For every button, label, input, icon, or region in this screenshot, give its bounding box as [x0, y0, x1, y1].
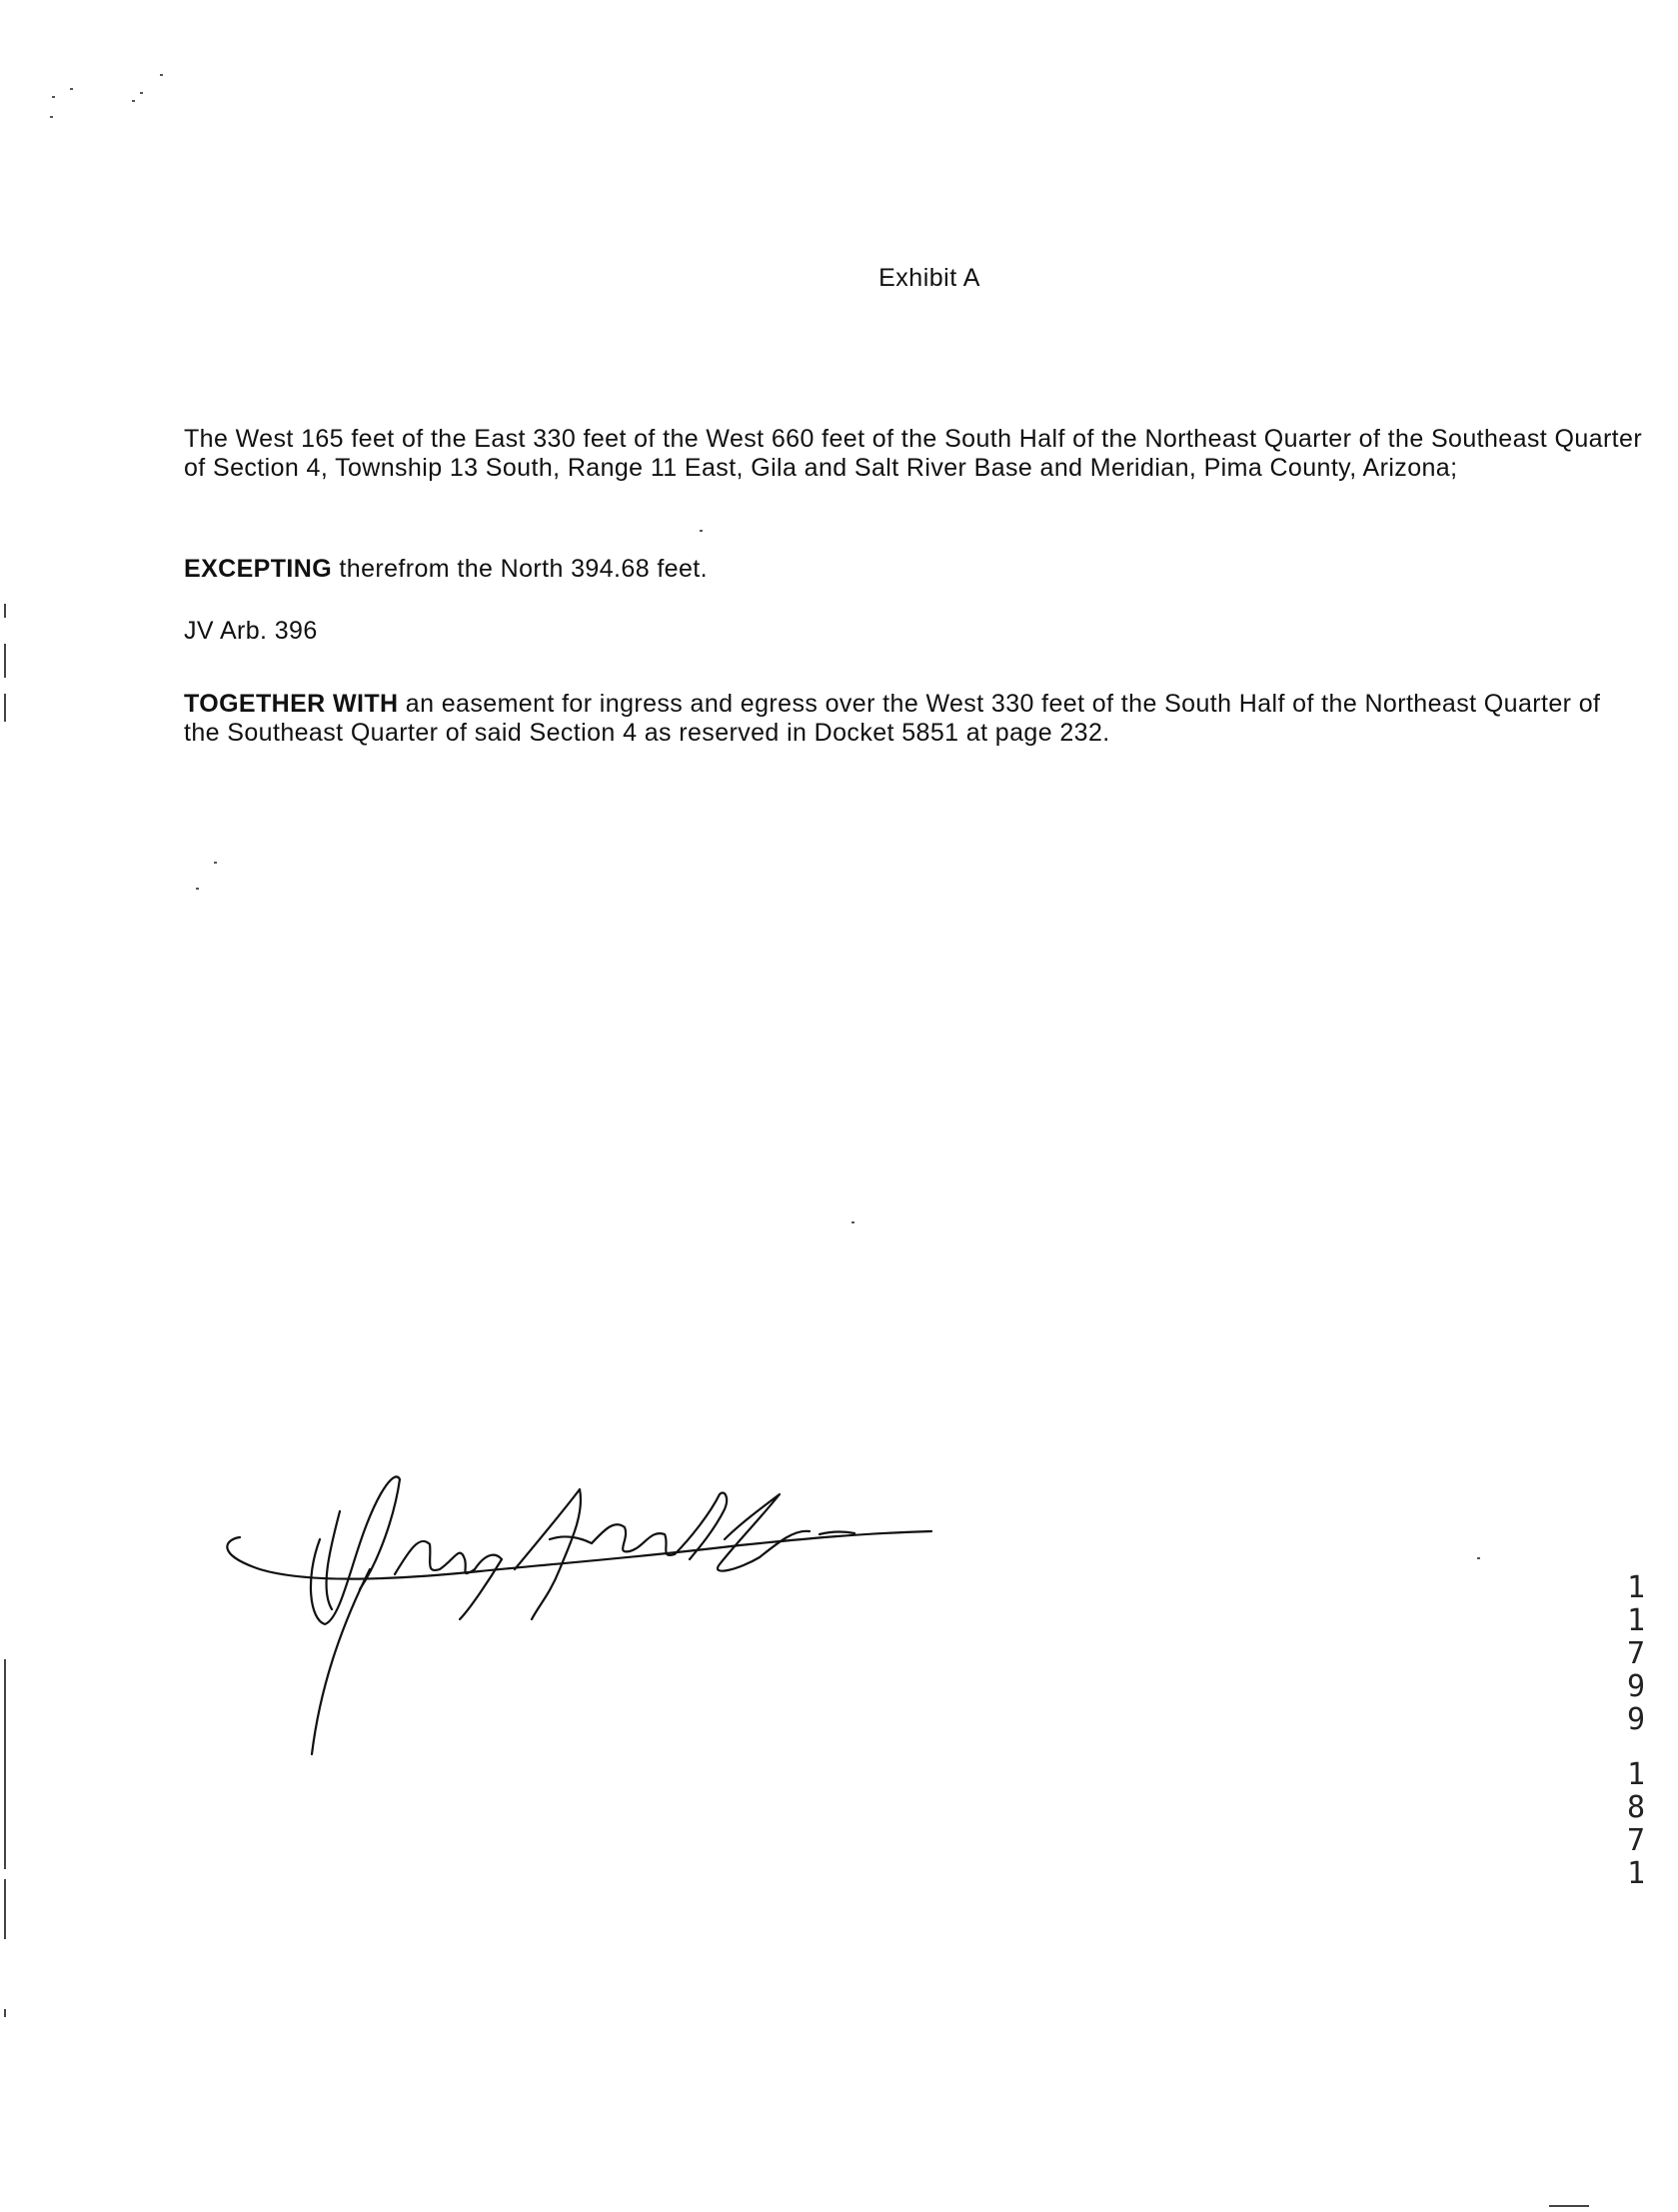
scan-edge-mark — [1549, 2205, 1589, 2207]
recording-digit: 7 — [1626, 1823, 1646, 1858]
scan-edge-mark — [4, 1659, 6, 1869]
scan-edge-mark — [4, 694, 6, 722]
scan-speck — [214, 862, 217, 864]
recording-digit: 1 — [1626, 1856, 1646, 1891]
easement-paragraph — [184, 690, 1643, 748]
scan-speck — [851, 1221, 854, 1223]
handwritten-signature-icon — [220, 1419, 939, 1759]
recording-digit: 1 — [1626, 1570, 1646, 1605]
recording-gap — [1621, 1736, 1651, 1758]
scan-edge-mark — [4, 1879, 6, 1939]
scan-speck — [1477, 1557, 1480, 1559]
recording-digit: 7 — [1626, 1636, 1646, 1671]
recording-digit: 8 — [1626, 1790, 1646, 1825]
arb-reference: JV Arb. 396 — [184, 617, 318, 645]
scan-edge-mark — [4, 644, 6, 678]
recording-digit: 9 — [1626, 1702, 1646, 1737]
scan-speck — [50, 116, 53, 118]
recording-digit: 9 — [1626, 1669, 1646, 1704]
scan-edge-mark — [4, 2009, 6, 2017]
recording-digit: 1 — [1626, 1757, 1646, 1792]
scan-speck — [70, 88, 73, 90]
easement-text: an easement for ingress and egress over the West 330 feet of the South Half of the Northeast Quarter of the Southeast Quarter of said Section 4 as reserved in Docket 5851 at page 232. — [184, 690, 1601, 747]
scan-speck — [140, 92, 143, 94]
scan-edge-mark — [4, 604, 6, 618]
exception-paragraph — [184, 555, 1643, 584]
scan-speck — [160, 74, 163, 76]
scan-speck — [132, 100, 135, 102]
scan-speck — [196, 888, 199, 890]
scan-speck — [700, 530, 703, 532]
document-title: Exhibit A — [878, 264, 980, 292]
recording-digit: 1 — [1626, 1603, 1646, 1638]
exception-lead: EXCEPTING — [184, 555, 333, 583]
easement-lead: TOGETHER WITH — [184, 690, 399, 718]
exception-text: therefrom the North 394.68 feet. — [332, 555, 708, 583]
legal-description-paragraph: The West 165 feet of the East 330 feet of the West 660 feet of the South Half of the Northeast Quarter of the Southeast Quarter of Section 4, Township 13 South, Range 11 East, Gila and Salt River Base and Meridian, Pima County, Arizona; — [184, 425, 1643, 482]
recording-number — [1621, 1571, 1651, 1890]
scan-speck — [52, 96, 55, 98]
